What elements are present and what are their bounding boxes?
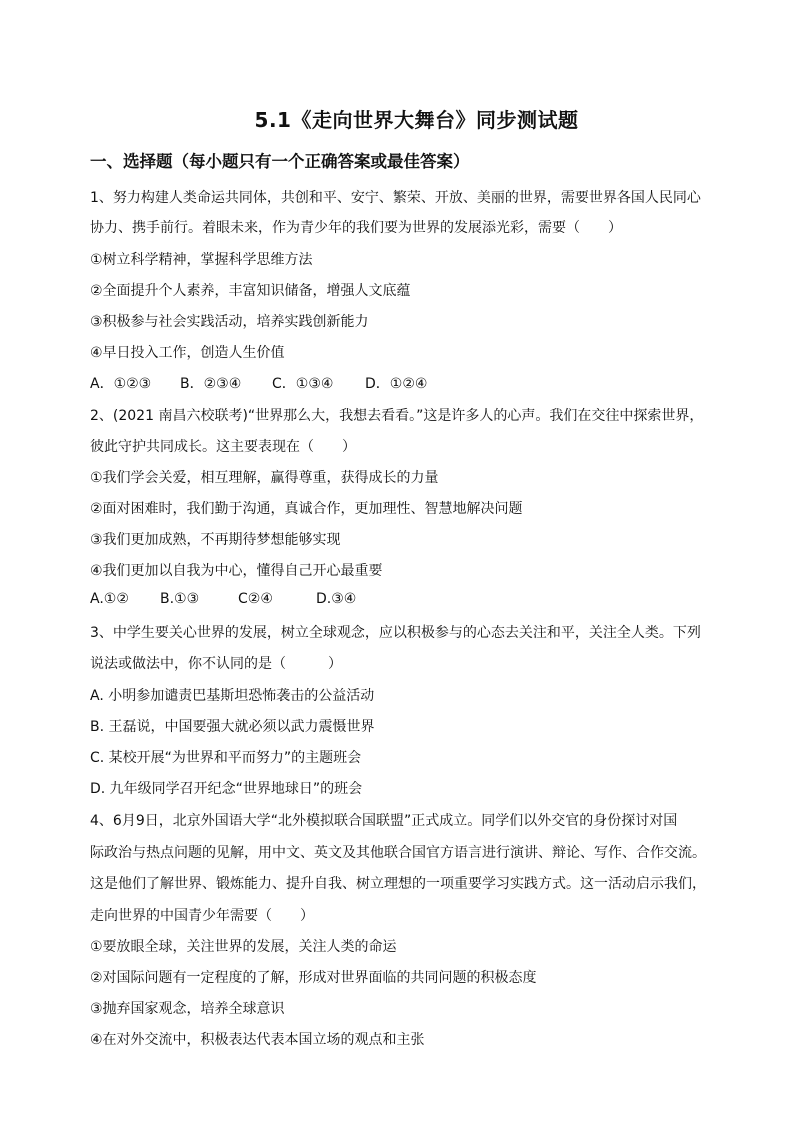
q2-stem-line2: 彼此守护共同成长。这主要表现在（ ） xyxy=(90,439,356,455)
q1-stem-line2: 协力、携手前行。着眼未来，作为青少年的我们要为世界的发展添光彩，需要（ ） xyxy=(90,220,622,236)
q3-stem-line2: 说法或做法中，你不认同的是（ ） xyxy=(90,656,342,672)
q2-options xyxy=(90,591,715,607)
q2-option-c: C②④ xyxy=(238,591,273,607)
q2-option-b: B.①③ xyxy=(160,591,200,607)
q2-item-4: ④我们更加以自我为中心，懂得自己开心最重要 xyxy=(90,563,383,579)
section-heading: 一、选择题（每小题只有一个正确答案或最佳答案） xyxy=(90,152,470,171)
q3-choice-a: A. 小明参加谴责巴基斯坦恐怖袭击的公益活动 xyxy=(90,688,375,704)
q2-option-a: A.①② xyxy=(90,591,129,607)
q4-item-1: ①要放眼全球，关注世界的发展，关注人类的命运 xyxy=(90,939,397,955)
q4-stem-line4: 走向世界的中国青少年需要（ ） xyxy=(90,908,314,924)
q4-stem-line2: 际政治与热点问题的见解，用中文、英文及其他联合国官方语言进行演讲、辩论、写作、合作交流。 xyxy=(90,845,706,861)
q3-choice-b: B. 王磊说，中国要强大就必须以武力震慑世界 xyxy=(90,719,375,735)
q4-item-3: ③抛弃国家观念，培养全球意识 xyxy=(90,1001,285,1017)
q4-item-2: ②对国际问题有一定程度的了解，形成对世界面临的共同问题的积极态度 xyxy=(90,970,537,986)
q3-choice-c: C. 某校开展“为世界和平而努力”的主题班会 xyxy=(90,750,362,766)
q1-option-b: B．②③④ xyxy=(180,376,242,392)
q4-item-4: ④在对外交流中，积极表达代表本国立场的观点和主张 xyxy=(90,1032,425,1048)
q4-stem-line1: 4、6月9日，北京外国语大学“北外模拟联合国联盟”正式成立。同学们以外交官的身份探讨对国 xyxy=(90,813,678,829)
q1-options xyxy=(90,373,715,393)
q4-stem-line3: 这是他们了解世界、锻炼能力、提升自我、树立理想的一项重要学习实践方式。这一活动启示我们， xyxy=(90,876,706,892)
q1-item-1: ①树立科学精神，掌握科学思维方法 xyxy=(90,252,313,268)
q1-option-a: A．①②③ xyxy=(90,376,152,392)
q2-item-1: ①我们学会关爱，相互理解，赢得尊重，获得成长的力量 xyxy=(90,470,439,486)
q2-item-3: ③我们更加成熟，不再期待梦想能够实现 xyxy=(90,532,341,548)
q2-item-2: ②面对困难时，我们勤于沟通，真诚合作，更加理性、智慧地解决问题 xyxy=(90,501,523,517)
q3-stem-line1: 3、中学生要关心世界的发展，树立全球观念，应以积极参与的心态去关注和平，关注全人类。下列 xyxy=(90,625,701,641)
q1-option-c: C．①③④ xyxy=(272,376,334,392)
q1-item-2: ②全面提升个人素养，丰富知识储备，增强人文底蕴 xyxy=(90,283,411,299)
q1-item-3: ③积极参与社会实践活动，培养实践创新能力 xyxy=(90,314,369,330)
q1-option-d: D．①②④ xyxy=(365,376,428,392)
q3-choice-d: D. 九年级同学召开纪念“世界地球日”的班会 xyxy=(90,781,363,797)
page-title: 5.1《走向世界大舞台》同步测试题 xyxy=(254,108,579,132)
q1-stem-line1: 1、努力构建人类命运共同体，共创和平、安宁、繁荣、开放、美丽的世界，需要世界各国人民同心 xyxy=(90,190,701,206)
q1-item-4: ④早日投入工作，创造人生价值 xyxy=(90,345,285,361)
q2-option-d: D.③④ xyxy=(316,591,357,607)
q2-stem-line1: 2、(2021 南昌六校联考)“世界那么大，我想去看看。”这是许多人的心声。我们在交往中探索世界， xyxy=(90,408,704,424)
